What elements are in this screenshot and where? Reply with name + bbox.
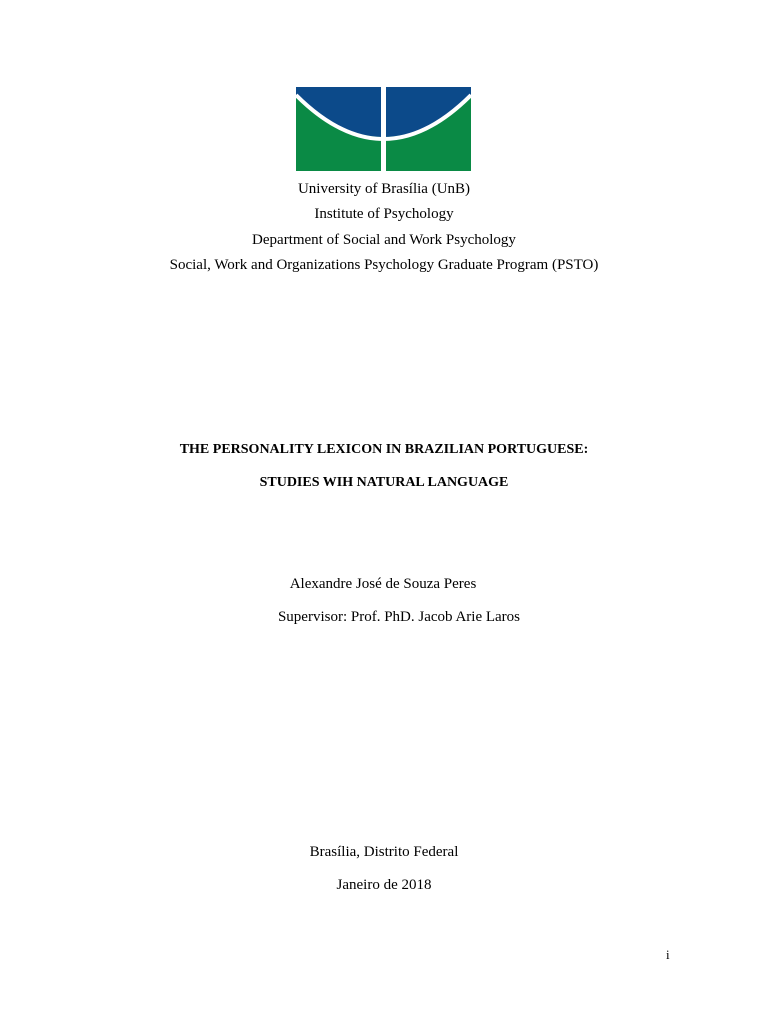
author-name: Alexandre José de Souza Peres	[289, 576, 477, 592]
page-number: i	[666, 947, 670, 962]
department-name: Department of Social and Work Psychology	[252, 232, 516, 248]
unb-logo	[296, 87, 471, 171]
place-line: Brasília, Distrito Federal	[309, 844, 459, 860]
date-line: Janeiro de 2018	[336, 877, 432, 893]
supervisor-line: Supervisor: Prof. PhD. Jacob Arie Laros	[277, 609, 521, 625]
institute-name: Institute of Psychology	[314, 206, 454, 222]
thesis-title-line-2: STUDIES WIH NATURAL LANGUAGE	[259, 475, 509, 490]
program-name: Social, Work and Organizations Psychology Graduate Program (PSTO)	[169, 257, 599, 273]
logo-white-divider	[381, 87, 386, 171]
thesis-title-line-1: THE PERSONALITY LEXICON IN BRAZILIAN PORTUGUESE:	[179, 442, 589, 457]
university-name: University of Brasília (UnB)	[297, 181, 471, 197]
